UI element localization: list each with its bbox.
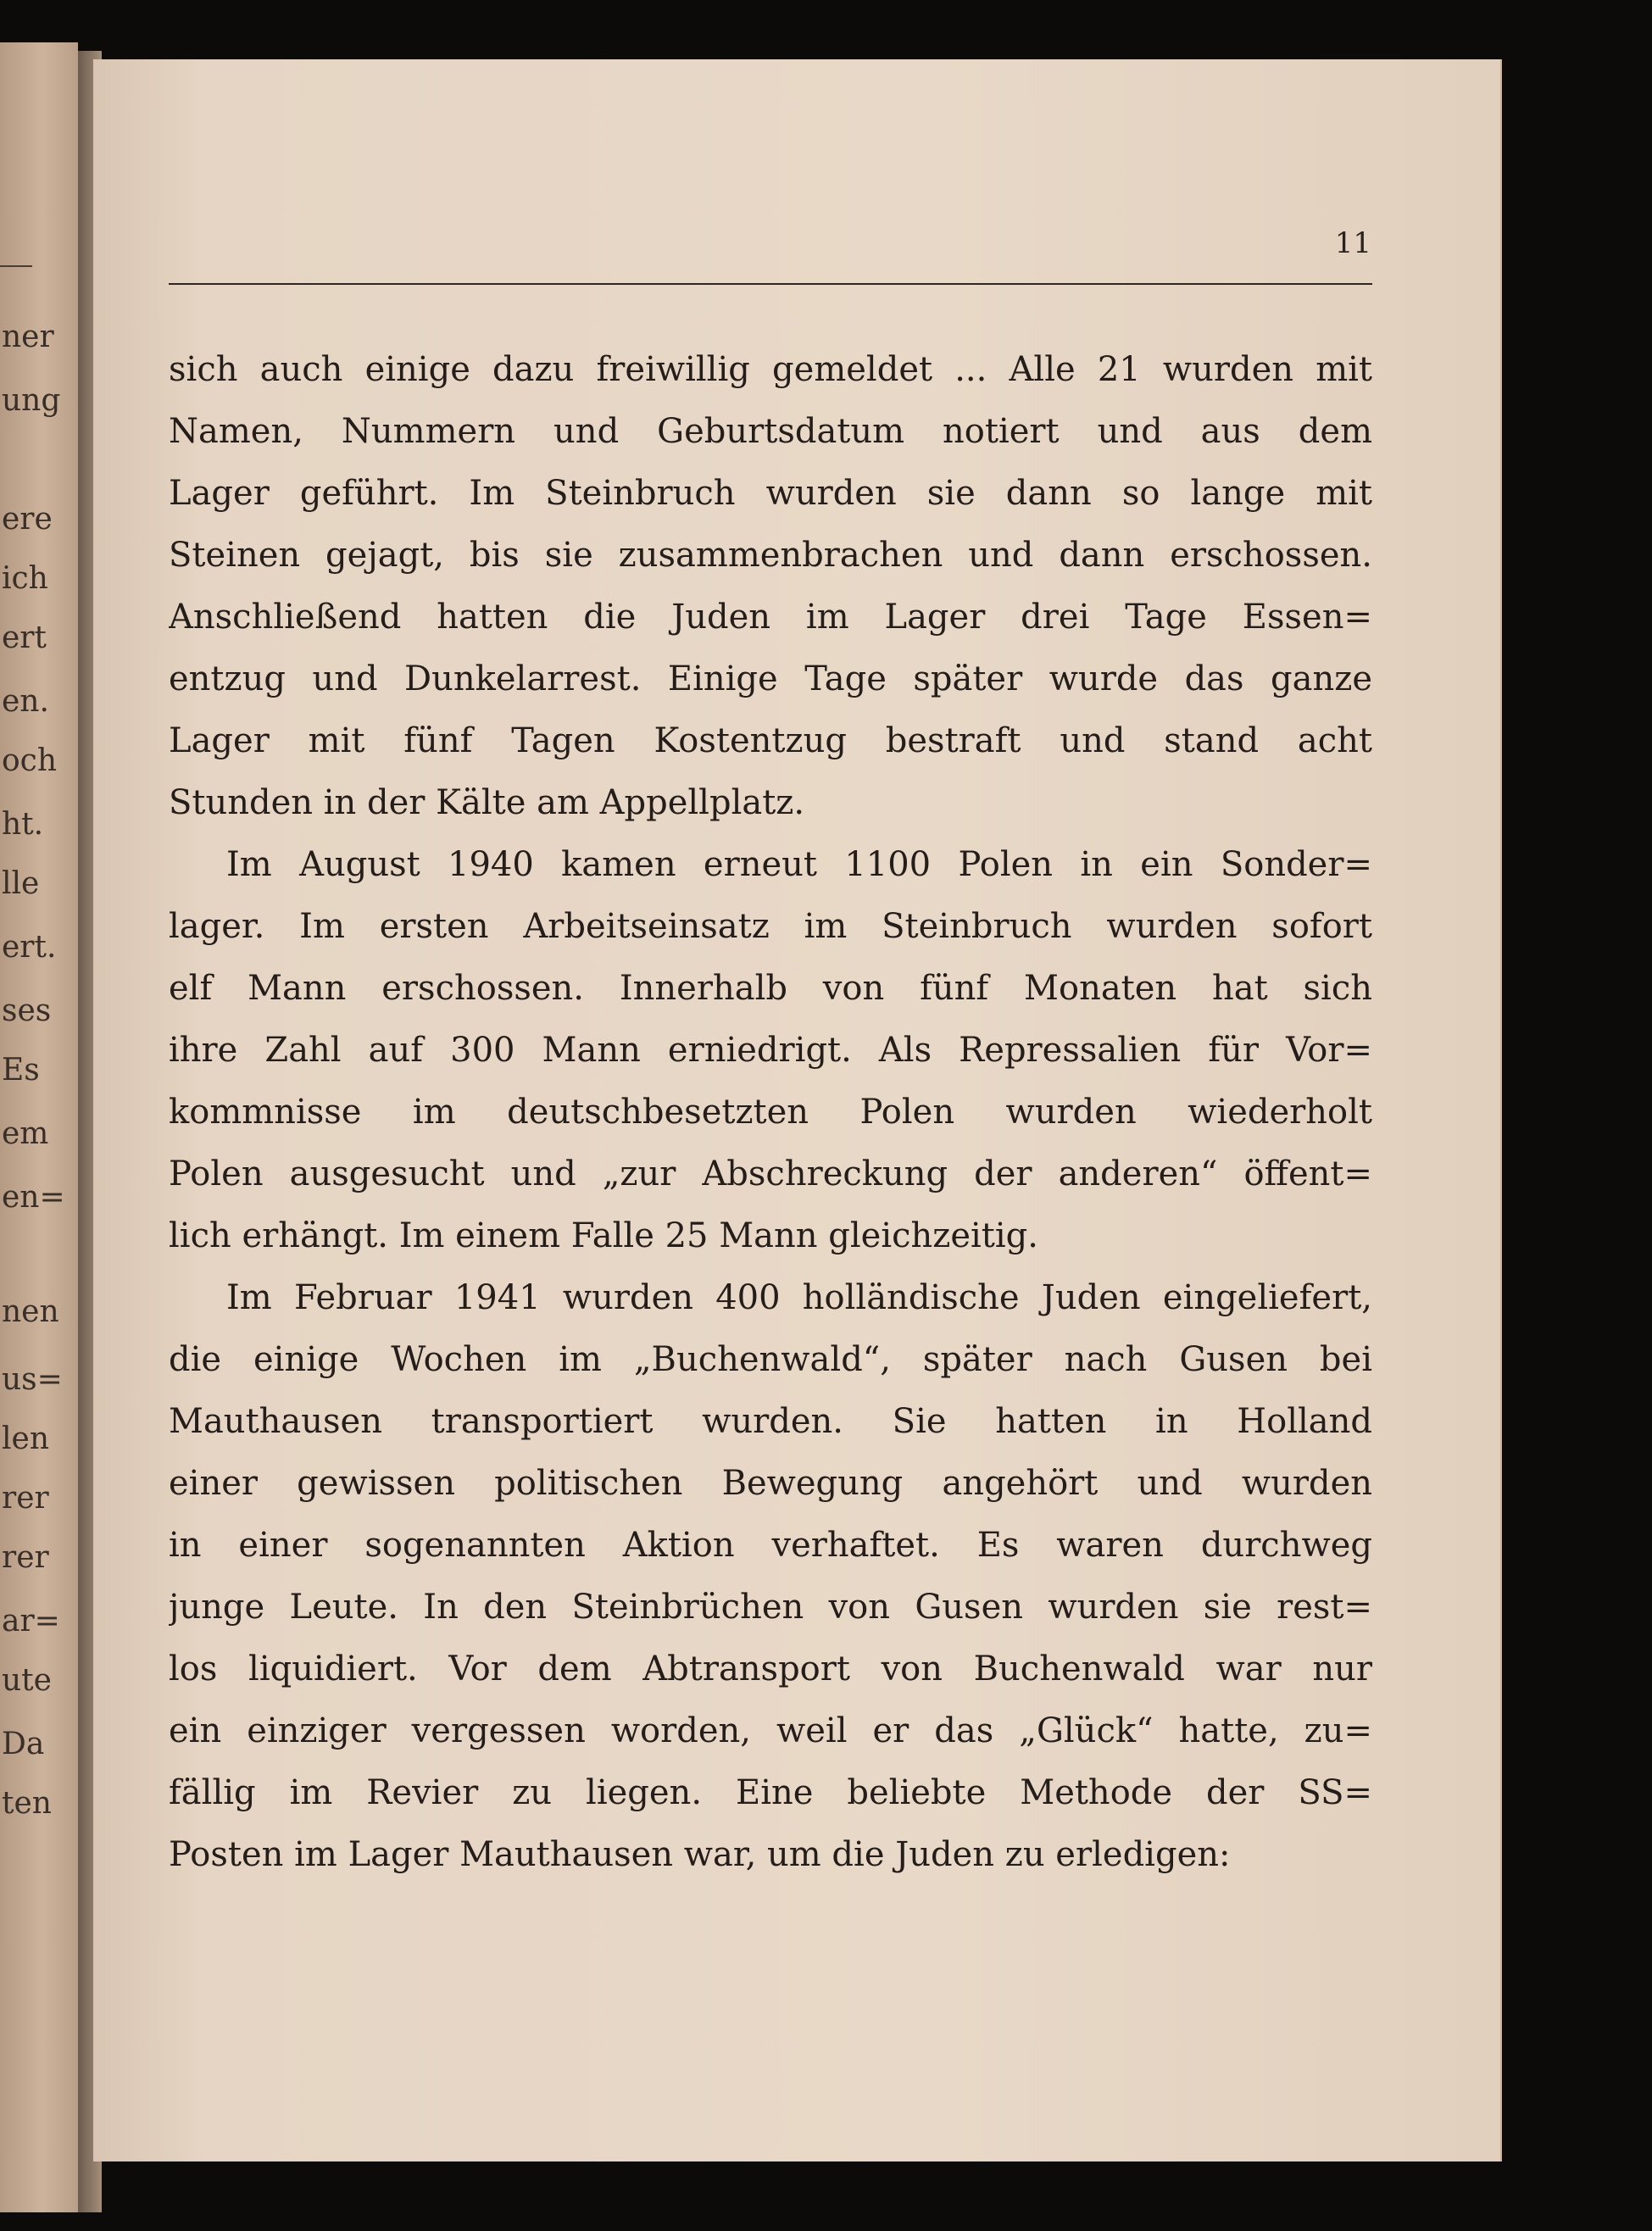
previous-page-fragment: en=	[2, 1180, 65, 1215]
previous-page-fragment: ich	[2, 561, 48, 596]
page-number: 11	[1334, 226, 1371, 260]
text-line: kommnisse im deutschbesetzten Polen wurden wiederholt	[169, 1093, 1372, 1132]
text-line: elf Mann erschossen. Innerhalb von fünf Monaten hat sich	[169, 969, 1372, 1008]
previous-page-fragment: Da	[2, 1727, 45, 1761]
text-line: Posten im Lager Mauthausen war, um die Juden zu erledigen:	[169, 1835, 1231, 1874]
text-line: die einige Wochen im „Buchenwald“, später nach Gusen bei	[169, 1340, 1372, 1379]
text-line: Stunden in der Kälte am Appellplatz.	[169, 783, 805, 822]
previous-page-fragment: ert.	[2, 930, 57, 965]
previous-page-fragment: ung	[2, 383, 61, 418]
text-line: ein einziger vergessen worden, weil er das „Glück“ hatte, zu=	[169, 1711, 1372, 1750]
text-line: Namen, Nummern und Geburtsdatum notiert und aus dem	[169, 412, 1372, 451]
previous-page-fragment: us=	[2, 1362, 63, 1397]
text-line: ihre Zahl auf 300 Mann erniedrigt. Als Repressalien für Vor=	[169, 1031, 1372, 1070]
previous-page-fragment: ert	[2, 620, 47, 655]
text-line: sich auch einige dazu freiwillig gemeldet ... Alle 21 wurden mit	[169, 350, 1372, 389]
text-line: Lager mit fünf Tagen Kostentzug bestraft und stand acht	[169, 721, 1372, 760]
previous-page-rule	[0, 265, 32, 267]
previous-page-fragment: ar=	[2, 1604, 60, 1638]
previous-page-fragment: rer	[2, 1540, 49, 1575]
header-rule	[169, 283, 1372, 285]
previous-page-fragment: och	[2, 743, 58, 778]
previous-page-edge	[0, 42, 78, 2212]
previous-page-fragment: ute	[2, 1663, 52, 1698]
previous-page-fragment: en.	[2, 684, 49, 719]
text-line: Polen ausgesucht und „zur Abschreckung der anderen“ öffent=	[169, 1154, 1372, 1193]
text-line: einer gewissen politischen Bewegung angehört und wurden	[169, 1464, 1372, 1503]
previous-page-fragment: ht.	[2, 807, 44, 842]
previous-page-fragment: len	[2, 1421, 50, 1456]
previous-page-fragment: ere	[2, 502, 53, 537]
text-line: in einer sogenannten Aktion verhaftet. Es waren durchweg	[169, 1526, 1372, 1565]
body-text	[169, 339, 1372, 1886]
previous-page-fragment: Es	[2, 1053, 40, 1088]
previous-page-fragment: rer	[2, 1481, 49, 1516]
previous-page-fragment: em	[2, 1116, 49, 1151]
text-line: junge Leute. In den Steinbrüchen von Gusen wurden sie rest=	[169, 1588, 1372, 1627]
text-line: lager. Im ersten Arbeitseinsatz im Steinbruch wurden sofort	[169, 907, 1372, 946]
text-line: Lager geführt. Im Steinbruch wurden sie dann so lange mit	[169, 474, 1372, 513]
text-line: Im Februar 1941 wurden 400 holländische Juden eingeliefert,	[226, 1278, 1372, 1317]
text-line: Mauthausen transportiert wurden. Sie hatten in Holland	[169, 1402, 1372, 1441]
previous-page-fragment: nen	[2, 1294, 59, 1329]
text-line: los liquidiert. Vor dem Abtransport von Buchenwald war nur	[169, 1650, 1372, 1689]
book-page	[93, 59, 1500, 2161]
text-line: Steinen gejagt, bis sie zusammenbrachen und dann erschossen.	[169, 536, 1372, 575]
text-line: Anschließend hatten die Juden im Lager drei Tage Essen=	[169, 598, 1372, 637]
text-line: Im August 1940 kamen erneut 1100 Polen in ein Sonder=	[226, 845, 1372, 884]
previous-page-fragment: ten	[2, 1786, 52, 1821]
previous-page-fragment: ses	[2, 993, 52, 1028]
text-line: fällig im Revier zu liegen. Eine beliebte Methode der SS=	[169, 1773, 1372, 1812]
previous-page-fragment: lle	[2, 866, 40, 901]
text-line: entzug und Dunkelarrest. Einige Tage später wurde das ganze	[169, 659, 1372, 698]
previous-page-fragment: ner	[2, 320, 54, 354]
text-line: lich erhängt. Im einem Falle 25 Mann gleichzeitig.	[169, 1216, 1038, 1255]
